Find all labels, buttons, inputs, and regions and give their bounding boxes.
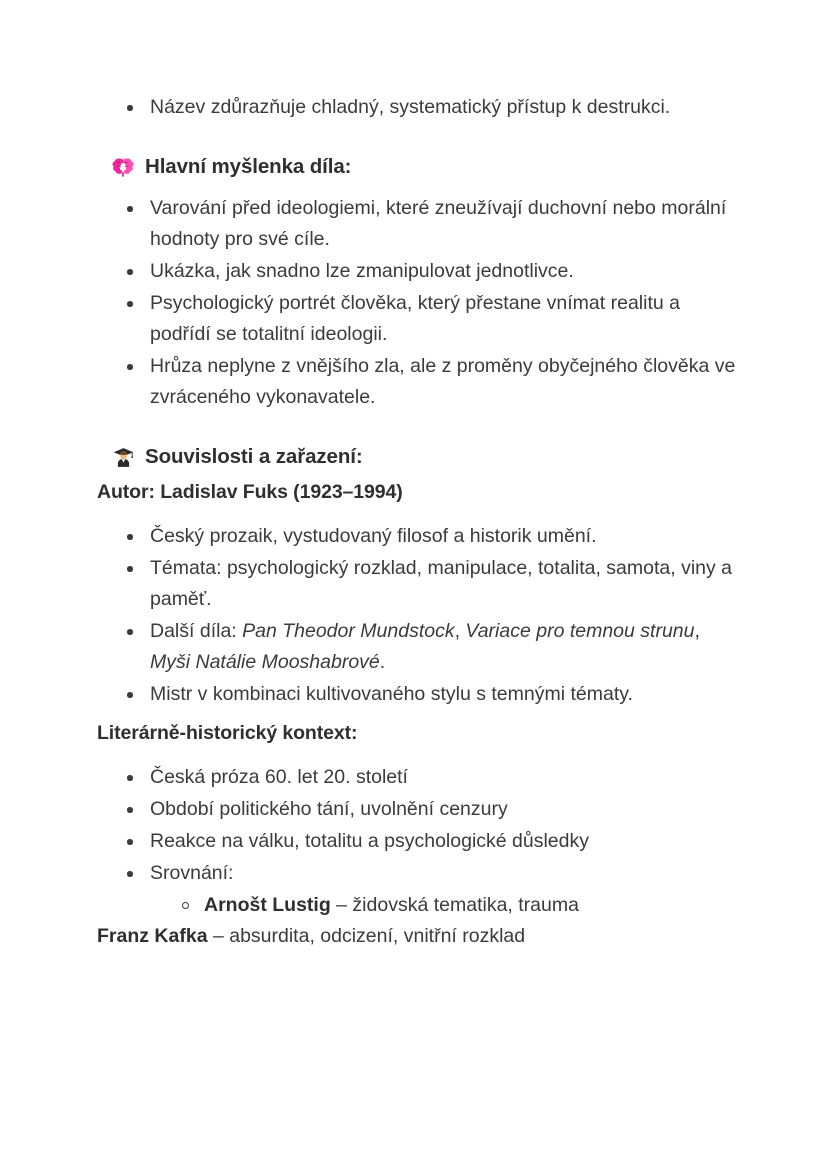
section-heading-label: Souvislosti a zařazení: — [145, 445, 363, 468]
brain-icon — [110, 154, 136, 180]
list-item: Reakce na válku, totalitu a psychologické důsledky — [97, 826, 738, 857]
comparison-name: Franz Kafka — [97, 925, 208, 947]
spacer — [97, 180, 738, 193]
spacer — [97, 749, 738, 762]
list-item-text: Témata: psychologický rozklad, manipulace, totalita, samota, viny a paměť. — [150, 557, 733, 610]
comparison-name: Arnošt Lustig — [204, 894, 331, 916]
list-item: Psychologický portrét člověka, který přestane vnímat realitu a podřídí se totalitní ideologii. — [97, 288, 738, 350]
context-bullet-list — [97, 762, 738, 889]
comparison-detail: – židovská tematika, trauma — [330, 894, 579, 916]
list-item — [97, 553, 738, 615]
list-item: Období politického tání, uvolnění cenzury — [97, 794, 738, 825]
author-line: Autor: Ladislav Fuks (1923–1994) — [97, 481, 403, 503]
list-item: Hrůza neplyne z vnějšího zla, ale z proměny obyčejného člověka ve zvráceného vykonavatele. — [97, 351, 738, 413]
list-item-text: Mistr v kombinaci kultivovaného stylu s temnými tématy. — [150, 683, 633, 705]
list-item: Česká próza 60. let 20. století — [97, 762, 738, 793]
list-item: Varování před ideologiemi, které zneužívají duchovní nebo morální hodnoty pro své cíle. — [97, 193, 738, 255]
list-item-text: Český prozaik, vystudovaný filosof a historik umění. — [150, 525, 597, 547]
comparison-sub-list — [97, 890, 738, 921]
spacer — [97, 508, 738, 521]
list-item — [97, 616, 738, 678]
spacer — [97, 414, 738, 444]
spacer — [97, 711, 738, 718]
list-item — [97, 521, 738, 552]
list-item — [97, 679, 738, 710]
context-heading: Literárně-historický kontext: — [97, 722, 358, 744]
section-heading-main-idea — [97, 154, 738, 180]
author-bullet-list — [97, 521, 738, 710]
main-idea-bullet-list — [97, 193, 738, 413]
spacer — [97, 124, 738, 154]
list-item: Ukázka, jak snadno lze zmanipulovat jednotlivce. — [97, 256, 738, 287]
comparison-last-line — [97, 921, 738, 952]
list-item: Název zdůrazňuje chladný, systematický přístup k destrukci. — [97, 92, 738, 123]
comparison-detail: – absurdita, odcizení, vnitřní rozklad — [207, 925, 526, 947]
spacer — [97, 470, 738, 477]
list-item: Srovnání: — [97, 858, 738, 889]
intro-bullet-list — [97, 92, 738, 123]
list-item — [97, 890, 738, 921]
graduate-icon — [110, 444, 136, 470]
section-heading-context — [97, 444, 738, 470]
section-heading-label: Hlavní myšlenka díla: — [145, 155, 352, 178]
list-item-text: Další díla: Pan Theodor Mundstock, Variace pro temnou strunu, Myši Natálie Mooshabrové. — [150, 620, 700, 673]
